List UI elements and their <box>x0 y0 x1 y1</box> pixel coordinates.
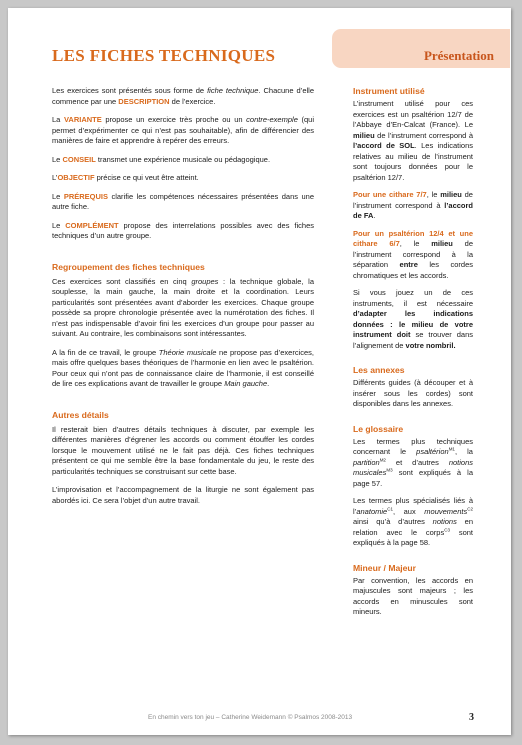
heading-regroupement: Regroupement des fiches techniques <box>52 261 205 272</box>
text-run: Le <box>52 220 66 230</box>
text-run: Les exercices sont présentés sous forme de <box>52 86 208 95</box>
mineur-majeur-paragraph: Par convention, les accords en majuscules sont majeurs ; les accords en minuscules sont mineurs. <box>353 575 473 616</box>
text-run: mouvements <box>424 506 468 516</box>
text-run: l’accord de FA <box>353 200 473 220</box>
page-number: 3 <box>469 712 474 723</box>
text-run: A la fin de ce travail, le groupe <box>52 347 159 357</box>
text-run: Théorie musicale <box>158 347 217 357</box>
heading-autres-details: Autres détails <box>52 409 109 420</box>
page-title: LES FICHES TECHNIQUES <box>52 46 276 65</box>
page-footer <box>8 712 511 726</box>
text-run: se trouver dans l’alignement de <box>353 330 473 350</box>
text-run: . <box>373 211 376 220</box>
text-run: de l’exercice. <box>169 96 216 106</box>
glossary-ref: M1 <box>448 446 455 452</box>
text-run: notions musicales <box>353 457 473 477</box>
text-run: partition <box>353 457 380 467</box>
psalterion-124-paragraph <box>353 229 473 282</box>
adapter-paragraph <box>353 288 473 351</box>
text-run: ainsi qu’à d’autres <box>353 517 433 526</box>
text-run: . <box>267 379 270 388</box>
keyword-prerequis: PRÉREQUIS <box>63 191 108 201</box>
text-run: Les termes plus techniques concernant le <box>353 436 473 456</box>
text-run: . Chacune d’elle commence par une <box>52 86 315 106</box>
heading-mineur-majeur: Mineur / Majeur <box>353 562 417 573</box>
text-run: La <box>52 115 64 124</box>
text-run: , la <box>454 447 473 456</box>
text-run: groupes <box>191 276 219 286</box>
text-run: les cordes chromatiques et les accords. <box>353 260 473 280</box>
text-run: transmet une expérience musicale ou pédagogique. <box>95 154 271 164</box>
text-run: , aux <box>392 506 425 516</box>
complement-paragraph <box>52 221 314 242</box>
heading-instrument: Instrument utilisé <box>353 86 425 96</box>
glossary-ref: C1 <box>387 506 393 511</box>
text-run: Si vous jouez un de ces instruments, il est nécessaire <box>353 288 473 308</box>
details-paragraph: Il resterait bien d’autres détails techniques à discuter, par exemple les différentes manières d’égrener les accords ou comment étouffer les cordes lorsque le mouvement utilisé ne le fait pas déjà. Ces fiches techniques présentent ce qui me semble être la base fondamentale du jeu, le reste des particularités techniques se construisant sur cette base. <box>52 424 314 476</box>
text-run: propose un exercice très proche ou un <box>101 115 247 124</box>
text-run: ne propose pas d’exercices, mais offre quelques bases théoriques de l’harmonie en lien avec le psaltérion. Pour ceux qui n’ont pas de connaissance claire de l’harmonie, il est conseillé de lire ces explications avant de travailler le groupe <box>52 347 314 388</box>
text-run: notions <box>432 517 457 526</box>
text-run: en relation avec le corps <box>353 517 473 537</box>
instrument-paragraph <box>353 99 473 183</box>
glossary-ref: M3 <box>386 467 393 473</box>
text-run: anatomie <box>356 506 388 516</box>
text-run: (qui permet d’expérimenter ce qui n’est pas souhaitable), afin de différencier des manières de faire et apprendre à repérer des erreurs. <box>52 115 314 145</box>
text-run: entre <box>399 260 418 269</box>
text-run: Pour un psaltérion 12/4 et une cithare 6/7 <box>353 228 473 248</box>
keyword-variante: VARIANTE <box>63 115 102 124</box>
text-run: psaltérion <box>416 447 449 456</box>
text-run: sont expliqués à la page 58. <box>353 527 474 547</box>
objectif-paragraph <box>52 173 314 184</box>
keyword-conseil: CONSEIL <box>62 154 96 164</box>
text-run: contre-exemple <box>246 115 298 124</box>
text-run: de l’instrument correspond à la séparation <box>353 239 474 269</box>
keyword-objectif: OBJECTIF <box>57 173 95 182</box>
theorie-paragraph <box>52 348 314 390</box>
text-run: l’accord de SOL <box>353 141 415 150</box>
text-run: . Les indications relatives au milieu de l’instrument sont toujours données pour le psaltérion 12/7. <box>353 141 473 182</box>
text-run: milieu <box>353 130 375 140</box>
text-run: L’ <box>52 173 58 182</box>
text-run: Ces exercices sont classifiés en cinq <box>52 276 192 286</box>
text-run: Main gauche <box>224 379 268 388</box>
heading-annexes: Les annexes <box>353 365 405 375</box>
intro-paragraph <box>52 86 314 107</box>
improvisation-paragraph: L’improvisation et l’accompagnement de la liturgie ne sont également pas abordés ici. Ce sera l’objet d’un autre travail. <box>52 485 314 505</box>
text-run: propose des interrelations possibles avec des fiches techniques d’un autre groupe. <box>52 220 314 240</box>
text-run: Pour une cithare 7/7 <box>353 190 427 199</box>
glossaire-corps-paragraph <box>353 496 473 549</box>
text-run: , le <box>426 190 441 199</box>
page <box>8 8 511 735</box>
variante-paragraph <box>52 115 314 147</box>
section-tab-label: Présentation <box>423 48 494 63</box>
text-run: précise ce qui veut être atteint. <box>94 173 199 182</box>
groupes-paragraph <box>52 277 314 340</box>
text-run: Le <box>52 191 64 201</box>
text-run: : la technique globale, la souplesse, la main gauche, la main droite et la coordination. Leurs particularités sont présentées avant d’aborder les exercices. Chaque groupe possède sa propre chronologie présentée avec la numérotation des fiches. Il n’est pas indispensable d’avoir fini les exercices d’un groupe pour passer au suivant. Au contraire, les combinaisons sont intéressantes. <box>52 276 314 338</box>
text-run: sont expliqués à la page 57. <box>353 468 473 488</box>
annexes-paragraph: Différents guides (à découper et à insérer sous les cordes) sont disponibles dans les annexes. <box>353 378 473 408</box>
text-run: milieu <box>431 239 453 248</box>
glossary-ref: M2 <box>379 457 386 462</box>
glossary-ref: C2 <box>467 506 473 511</box>
footer-text: En chemin vers ton jeu – Catherine Weidemann © Psalmos 2008-2013 <box>148 714 353 721</box>
text-run: L’instrument utilisé pour ces exercices est un psaltérion 12/7 de l’Abbaye d’En-Calcat (France). Le <box>353 99 473 129</box>
keyword-complement: COMPLÉMENT <box>65 220 119 230</box>
heading-glossaire: Le glossaire <box>353 423 404 434</box>
text-run: d’adapter les indications données : le milieu de votre instrument doit <box>353 309 473 339</box>
prerequis-paragraph <box>52 192 314 213</box>
text-run: Le <box>52 154 63 164</box>
text-run: fiche technique <box>207 86 259 95</box>
text-run: milieu <box>440 190 462 199</box>
text-run: et d’autres <box>385 457 449 467</box>
cithare-77-paragraph <box>353 190 473 222</box>
conseil-paragraph <box>52 155 314 166</box>
keyword-description: DESCRIPTION <box>118 96 170 106</box>
text-run: de l’instrument correspond à <box>374 130 473 140</box>
right-column <box>353 86 473 625</box>
left-column <box>52 86 314 514</box>
section-tab <box>332 29 510 68</box>
glossaire-musique-paragraph <box>353 437 473 490</box>
glossary-ref: C3 <box>444 527 450 532</box>
text-run: , le <box>399 239 432 248</box>
text-run: votre nombril. <box>405 340 456 350</box>
text-run: clarifie les compétences nécessaires présentées dans une autre fiche. <box>52 191 314 211</box>
text-run: Les termes plus spécialisés liés à l’ <box>353 496 473 516</box>
text-run: de l’instrument correspond à <box>353 190 473 210</box>
